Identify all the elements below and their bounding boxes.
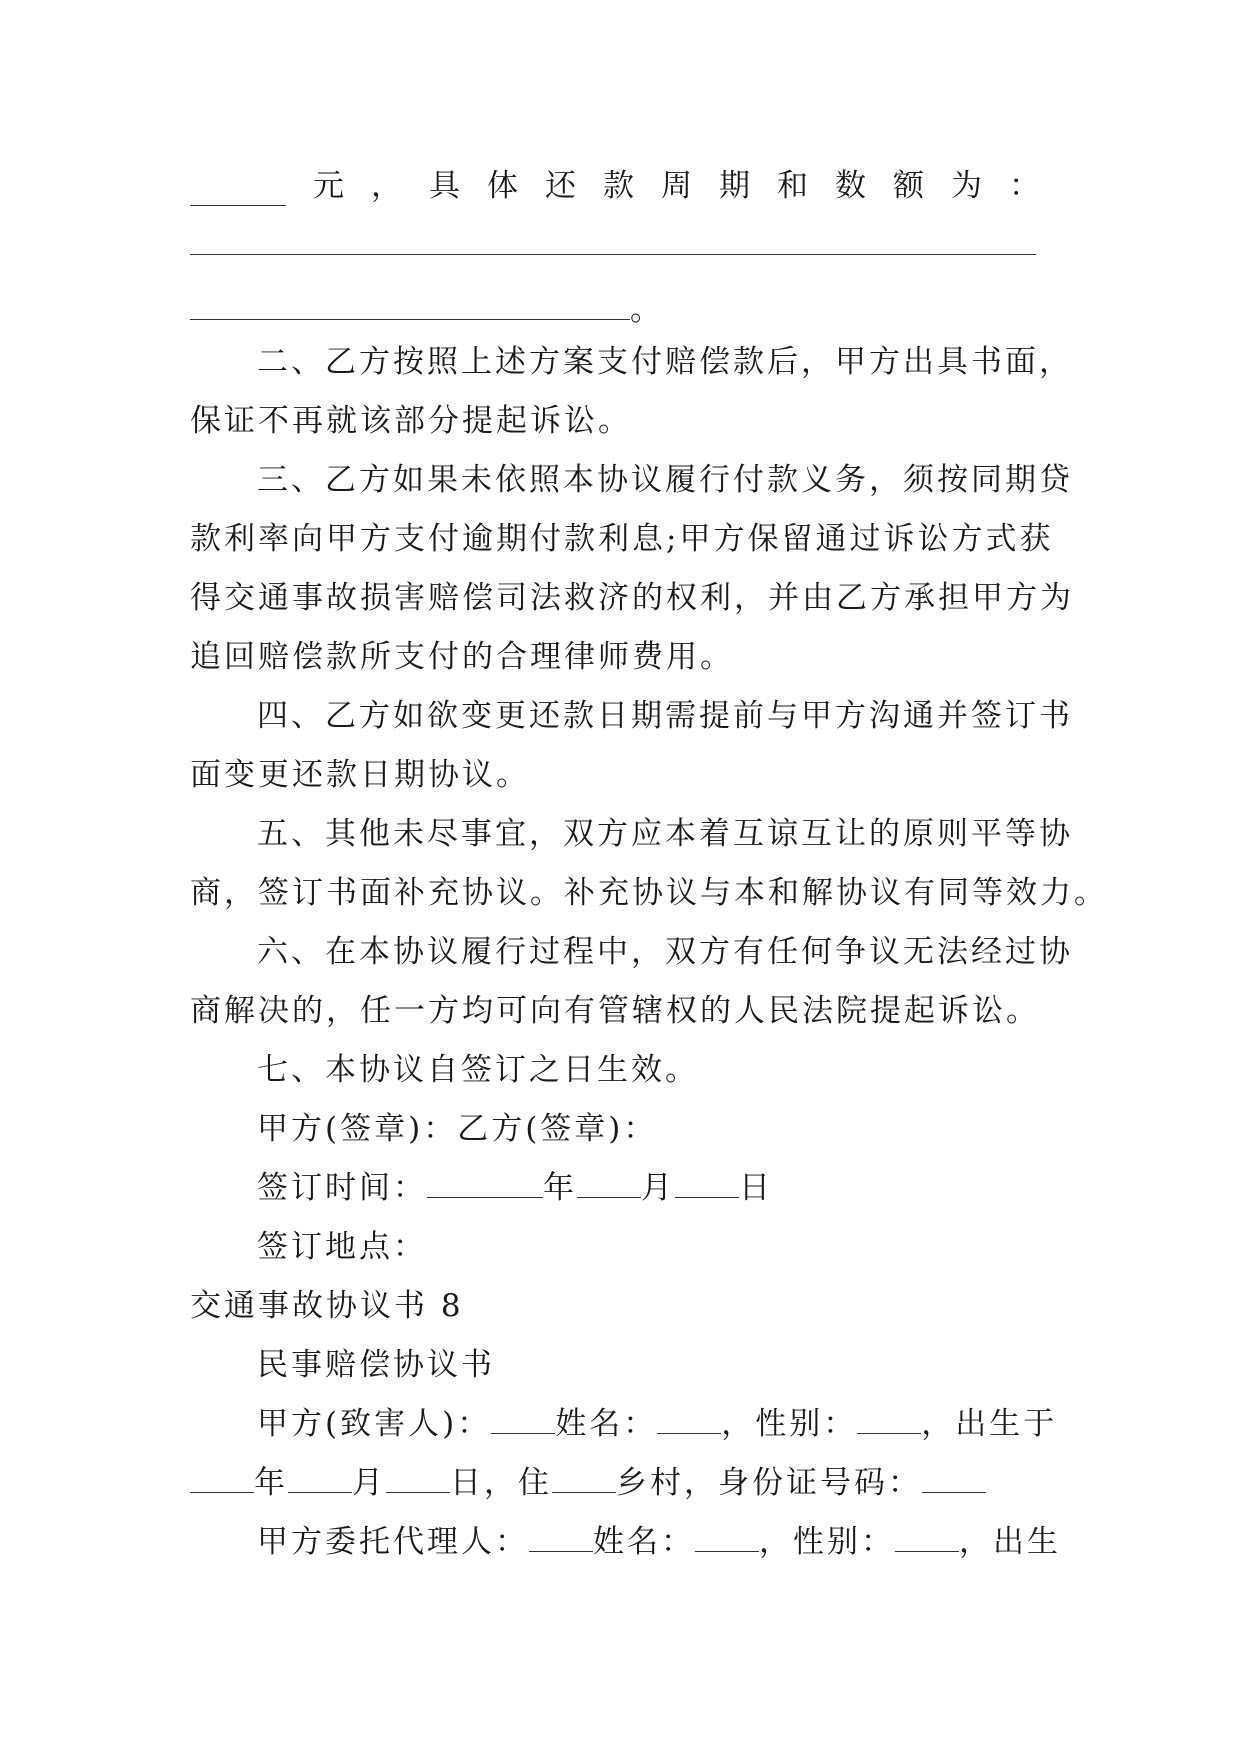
name-label: 姓名：: [593, 1524, 695, 1560]
year-label: 年: [543, 1170, 577, 1206]
clause-5-line-1: 五、其他未尽事宜，双方应本着互谅互让的原则平等协: [257, 816, 1073, 852]
char: 数: [835, 168, 866, 204]
clause-5-line-2: 商，签订书面补充协议。补充协议与本和解协议有同等效力。: [190, 875, 1108, 911]
section-title: 交通事故协议书 8: [190, 1288, 464, 1324]
char: 具: [429, 168, 460, 204]
birth-month-blank: [288, 1466, 352, 1493]
party-a-line-2: [190, 1463, 986, 1503]
repayment-line: [190, 166, 1040, 206]
char: 和: [777, 168, 808, 204]
clause-6-line-1: 六、在本协议履行过程中，双方有任何争议无法经过协: [257, 934, 1073, 970]
char: 额: [893, 168, 924, 204]
clause-4-line-2: 面变更还款日期协议。: [190, 757, 530, 793]
party-a-line-1: [257, 1404, 1057, 1444]
born-label: ，出生于: [921, 1406, 1058, 1442]
name-label: 姓名：: [555, 1406, 658, 1442]
gender-blank: [857, 1407, 921, 1434]
month-label: 月: [352, 1465, 386, 1501]
comma: ，: [371, 168, 402, 204]
signature-place: 签订地点：: [257, 1229, 427, 1265]
signature-parties: 甲方(签章)：乙方(签章)：: [257, 1111, 658, 1147]
char: 体: [487, 168, 518, 204]
year-label: 年: [254, 1465, 288, 1501]
clause-7: 七、本协议自签订之日生效。: [257, 1052, 699, 1088]
gender-blank: [895, 1525, 959, 1552]
address-label: 日，住: [450, 1465, 552, 1501]
name-blank: [657, 1407, 721, 1434]
party-a-blank: [491, 1407, 555, 1434]
char: 期: [719, 168, 750, 204]
agent-label: 甲方委托代理人：: [257, 1524, 529, 1560]
amount-blank: [190, 179, 286, 206]
colon: ：: [1009, 168, 1040, 204]
agent-blank: [529, 1525, 593, 1552]
village-blank: [552, 1466, 616, 1493]
char: 周: [661, 168, 692, 204]
clause-3-line-1: 三、乙方如果未依照本协议履行付款义务，须按同期贷: [257, 462, 1073, 498]
clause-3-line-2: 款利率向甲方支付逾期付款利息;甲方保留通过诉讼方式获: [190, 521, 1054, 557]
schedule-blank-line: [190, 254, 1036, 255]
doc-title: 民事赔偿协议书: [257, 1347, 495, 1383]
char: 款: [603, 168, 634, 204]
id-label: 乡村，身份证号码：: [616, 1465, 922, 1501]
name-blank: [695, 1525, 759, 1552]
born-label: ，出生: [959, 1524, 1061, 1560]
char-yuan: 元: [313, 168, 344, 204]
signature-date: [257, 1168, 773, 1208]
clause-3-line-4: 追回赔偿款所支付的合理律师费用。: [190, 639, 734, 675]
gender-label: ，性别：: [759, 1524, 895, 1560]
month-label: 月: [641, 1170, 675, 1206]
clause-2-line-1: 二、乙方按照上述方案支付赔偿款后，甲方出具书面，: [257, 344, 1073, 380]
period: 。: [630, 292, 664, 328]
clause-4-line-1: 四、乙方如欲变更还款日期需提前与甲方沟通并签订书: [257, 698, 1073, 734]
date-label: 签订时间：: [257, 1170, 427, 1206]
clause-6-line-2: 商解决的，任一方均可向有管辖权的人民法院提起诉讼。: [190, 993, 1040, 1029]
gender-label: ，性别：: [721, 1406, 858, 1442]
schedule-blank-line-2: [190, 290, 664, 330]
year-blank: [427, 1171, 543, 1198]
clause-3-line-3: 得交通事故损害赔偿司法救济的权利，并由乙方承担甲方为: [190, 580, 1074, 616]
schedule-blank: [190, 293, 630, 320]
month-blank: [577, 1171, 641, 1198]
id-blank: [922, 1466, 986, 1493]
clause-2-line-2: 保证不再就该部分提起诉讼。: [190, 403, 632, 439]
birth-day-blank: [386, 1466, 450, 1493]
char: 为: [951, 168, 982, 204]
agent-line-1: [257, 1522, 1061, 1562]
birth-year-blank: [190, 1466, 254, 1493]
day-label: 日: [739, 1170, 773, 1206]
party-a-label: 甲方(致害人)：: [257, 1406, 492, 1442]
char: 还: [545, 168, 576, 204]
day-blank: [675, 1171, 739, 1198]
